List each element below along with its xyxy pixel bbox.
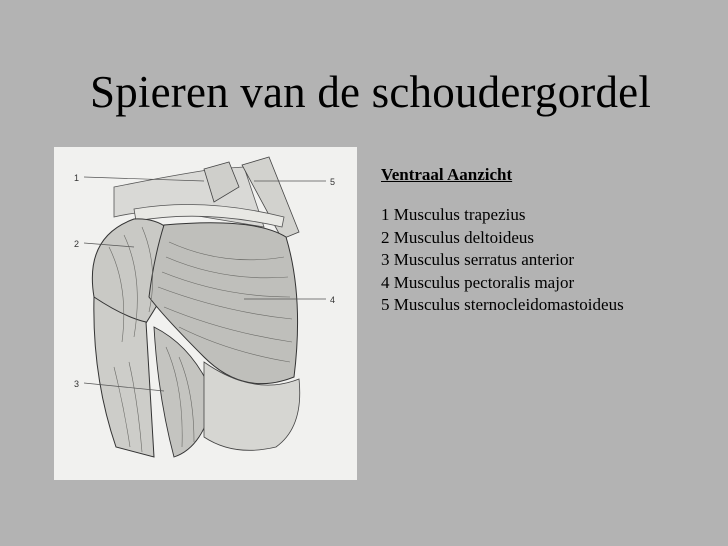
slide-title: Spieren van de schoudergordel — [90, 67, 652, 117]
callout-2: 2 — [74, 239, 80, 249]
muscle-item-sternocleidomastoideus: 5 Musculus sternocleidomastoideus — [381, 294, 624, 314]
legend-text — [381, 165, 721, 317]
view-subtitle: Ventraal Aanzicht — [381, 165, 513, 184]
callout-3: 3 — [74, 379, 80, 389]
anatomy-illustration — [54, 147, 357, 480]
callout-1: 1 — [74, 173, 80, 183]
muscle-item-deltoideus: 2 Musculus deltoideus — [381, 227, 534, 247]
muscle-item-trapezius: 1 Musculus trapezius — [381, 205, 526, 225]
muscle-list — [381, 205, 721, 315]
shoulder-muscles-drawing — [54, 147, 357, 480]
callout-4: 4 — [330, 295, 336, 305]
muscle-item-serratus: 3 Musculus serratus anterior — [381, 250, 575, 270]
muscle-item-pectoralis: 4 Musculus pectoralis major — [381, 272, 575, 292]
callout-5: 5 — [330, 177, 336, 187]
